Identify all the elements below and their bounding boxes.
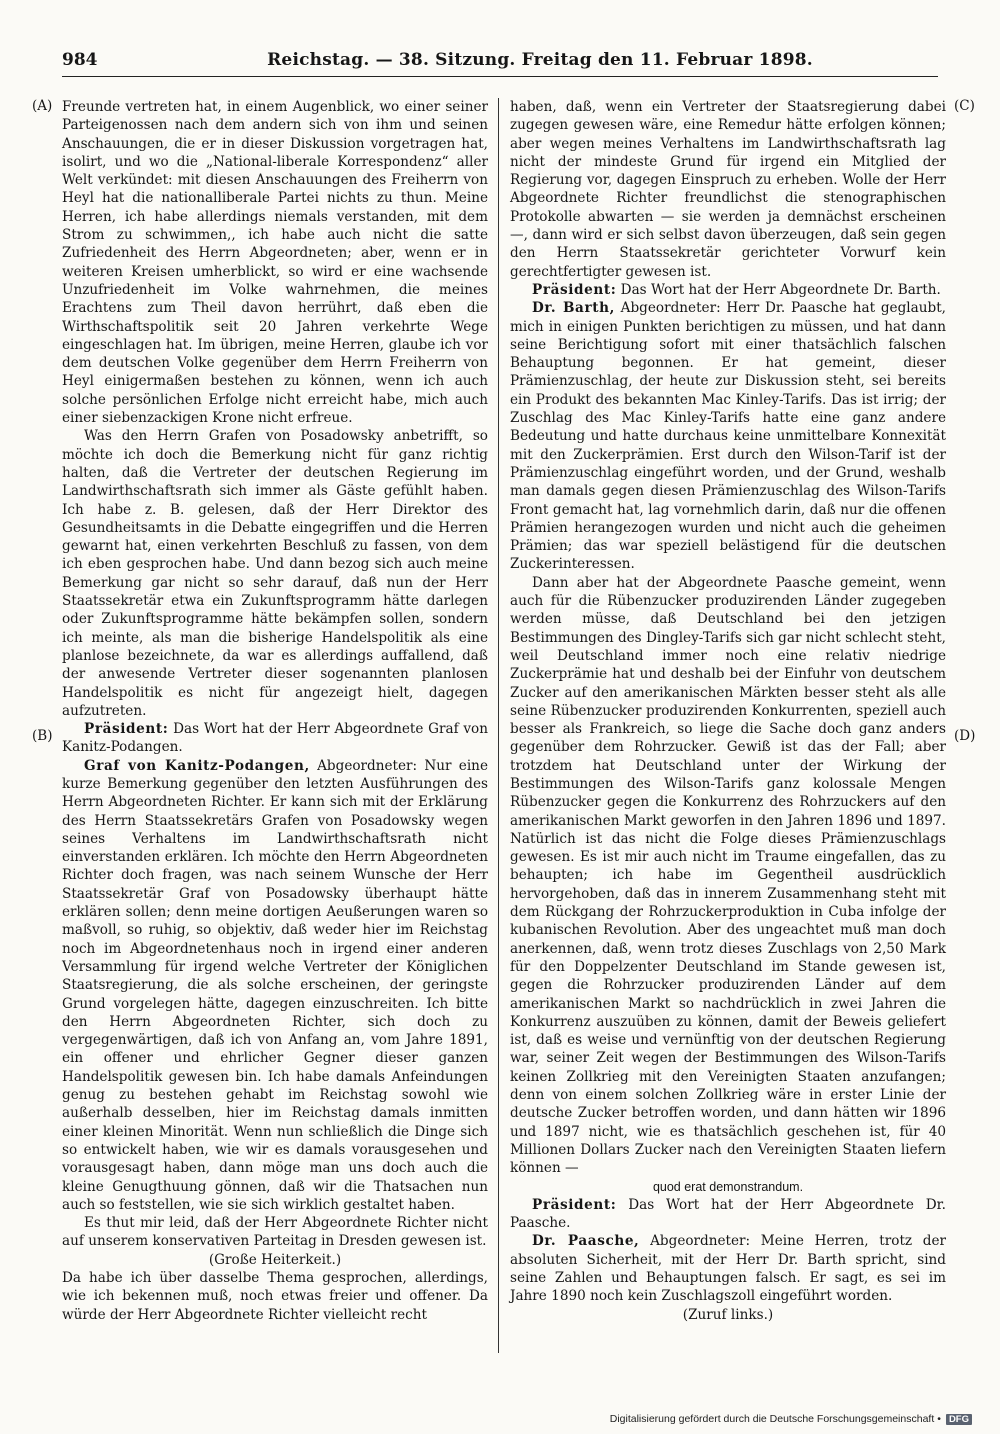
footer-text: Digitalisierung gefördert durch die Deutsche Forschungsgemeinschaft <box>609 1413 935 1425</box>
margin-mark-a: (A) <box>32 98 53 114</box>
speaker-name: Dr. Paasche, <box>532 1233 640 1250</box>
margin-mark-b: (B) <box>32 728 53 744</box>
paragraph <box>62 98 488 427</box>
paragraph <box>62 1214 488 1251</box>
paragraph <box>62 1269 488 1324</box>
left-column <box>62 98 488 1324</box>
paragraph-text: Abgeordneter: Nur eine kurze Bemerkung gegenüber den letzten Ausführungen des Herrn Abgeordneten Richter. Er kann sich mit der Erklärung des Herrn Staatssekretärs Grafen von Posadowsky wegen seines Verhaltens im Landwirthschaftsrath nicht einverstanden erklären. Ich möchte den Herrn Abgeordneten Richter doch fragen, was nach seinem Wunsche der Herr Staatssekretär Graf von Posadowsky überhaupt hätte erklären sollen; denn meine dortigen Aeußerungen waren so maßvoll, so ruhig, so objektiv, daß weder hier im Reichstag noch im Abgeordnetenhaus noch in irgend einer anderen Versammlung für irgend welche Vertreter der Königlichen Staatsregierung, die als solche erscheinen, der geringste Grund vorgelegen hätte, dagegen einzuschreiten. Ich bitte den Herrn Abgeordneten Richter, sich doch zu vergegenwärtigen, daß ich von Anfang an, vom Jahre 1891, ein offener und ehrlicher Gegner dieser ganzen Handelspolitik gewesen bin. Ich habe damals Anfeindungen genug zu bestehen gehabt im Reichstag sowohl wie außerhalb desselben, hier im Reichstag damals inmitten einer kleinen Minorität. Wenn nun schließlich die Dinge sich so entwickelt haben, wie wir es damals vorausgesehen und vorausgesagt haben, dann möge man uns doch auch die kleine Genugthuung gönnen, daß wir die Thatsachen nun auch so feststellen, wie sie sich wirklich gestaltet haben. <box>62 757 488 1213</box>
paragraph-text: Das Wort hat der Herr Abgeordnete Graf von Kanitz-Podangen. <box>62 721 488 756</box>
paragraph <box>62 1251 488 1269</box>
paragraph-text: Dann aber hat der Abgeordnete Paasche gemeint, wenn auch für die Rübenzucker produzirenden Länder zugegeben werden müsse, daß Deutschland bei den jetzigen Bestimmungen des Dingley-Tarifs sich gar nicht schlecht steht, weil Deutschland immer noch eine relativ niedrige Zuckerprämie hat und deshalb bei der Einfuhr von deutschem Zucker auf den amerikanischen Märkten besser steht als alle seine Rübenzucker produzirenden Konkurrenten, speziell auch besser als Frankreich, so liege die Sache doch ganz anders gegenüber dem Rohrzucker. Gewiß ist das der Fall; aber trotzdem hat Deutschland unter der Wirkung der Bestimmungen des Wilson-Tarifs ganz kolossale Mengen Rübenzucker gegen die Konkurrenz des Rohrzuckers auf den amerikanischen Markt geworfen in den Jahren 1896 und 1897. Natürlich ist das nicht die Folge dieses Prämienzuschlags gewesen. Es ist mir auch nicht im Traume eingefallen, das zu behaupten; ich habe im Gegentheil ausdrücklich hervorgehoben, daß das in innerem Zusammenhang steht mit dem Rückgang der Rohrzuckerproduktion in Cuba infolge der kubanischen Revolution. Aber des ungeachtet muß man doch anerkennen, daß, wenn trotz dieses Zuschlags von 2,50 Mark für den Doppelzenter Deutschland im Stande gewesen ist, gegen die Rohrzucker produzirenden Länder auf dem amerikanischen Markt so nachdrücklich in zwei Jahren die Konkurrenz auszuüben zu können, damit der Beweis geliefert ist, daß es weise und vernünftig von der deutschen Regierung war, seiner Zeit wegen der Bestimmungen des Wilson-Tarifs keinen Zollkrieg mit den Vereinigten Staaten anzufangen; denn von einem solchen Zollkrieg wäre in erster Linie der deutsche Zucker betroffen worden, und dann hätten wir 1896 und 1897 nicht, wie es thatsächlich geschehen ist, für 40 Millionen Dollars Zucker nach den Vereinigten Staaten liefern können — <box>510 574 946 1177</box>
page-header <box>62 50 938 77</box>
margin-mark-c: (C) <box>954 98 975 114</box>
paragraph <box>510 574 946 1178</box>
paragraph-text: Da habe ich über dasselbe Thema gesprochen, allerdings, wie ich bekennen muß, noch etwas freier und offener. Da würde der Herr Abgeordnete Richter vielleicht recht <box>62 1270 488 1323</box>
footer-separator: • <box>937 1413 941 1425</box>
speaker-name: Graf von Kanitz-Podangen, <box>84 757 310 774</box>
paragraph <box>62 427 488 720</box>
paragraph-text: haben, daß, wenn ein Vertreter der Staatsregierung dabei zugegen gewesen wäre, eine Remedur hätte erfolgen können; aber wegen meines Verhaltens im Landwirthschaftsrath lag nicht der mindeste Grund für irgend ein Mitglied der Regierung vor, dagegen Einspruch zu erheben. Wolle der Herr Abgeordnete Richter freundlichst die stenographischen Protokolle abwarten — sie werden ja demnächst erscheinen —, dann wird er sich selbst davon überzeugen, daß sein gegen den Herrn Staatssekretär gerichteter Vorwurf kein gerechtfertigter gewesen ist. <box>510 99 946 280</box>
running-title: Reichstag. — 38. Sitzung. Freitag den 11. Februar 1898. <box>267 50 813 70</box>
column-divider <box>498 98 499 1353</box>
paragraph <box>62 757 488 1214</box>
page-number: 984 <box>62 50 98 70</box>
margin-mark-d: (D) <box>954 728 976 744</box>
paragraph <box>510 299 946 573</box>
speaker-name: Präsident: <box>532 1196 617 1213</box>
speaker-name: Präsident: <box>84 721 169 738</box>
paragraph-text: quod erat demonstrandum. <box>652 1179 804 1194</box>
paragraph <box>510 1178 946 1196</box>
footer-credit <box>610 1413 972 1425</box>
paragraph <box>510 1196 946 1233</box>
paragraph <box>510 98 946 281</box>
paragraph-text: (Zuruf links.) <box>682 1306 774 1323</box>
speaker-name: Präsident: <box>532 281 617 298</box>
paragraph-text: Es thut mir leid, daß der Herr Abgeordnete Richter nicht auf unserem konservativen Parteitag in Dresden gewesen ist. <box>62 1215 488 1250</box>
paragraph <box>62 720 488 757</box>
dfg-logo: DFG <box>946 1414 972 1425</box>
paragraph-text: Freunde vertreten hat, in einem Augenblick, wo einer seiner Parteigenossen nach dem andern sich von ihm und seinen Anschauungen, die er in dieser Diskussion vorgetragen hat, isolirt, und wo die „National-liberale Korrespondenz“ aller Welt verkündet: mit diesen Anschauungen des Freiherrn von Heyl hat die nationalliberale Partei nichts zu thun. Meine Herren, ich habe allerdings niemals verstanden, mit dem Strom zu schwimmen,, ich habe auch nicht die satte Zufriedenheit des Herrn Abgeordneten; aber, wenn er in weiteren Kreisen umherblickt, so wird er eine wachsende Unzufriedenheit im Volke wahrnehmen, die meines Erachtens zum Theil davon herrührt, daß eben die Wirthschaftspolitik seit 20 Jahren verkehrte Wege eingeschlagen hat. Im übrigen, meine Herren, glaube ich vor dem deutschen Volke gegenüber dem Herrn Freiherrn von Heyl einigermaßen bestehen zu können, wenn ich auch solche persönlichen Erfolge nicht erreicht habe, mich auch einer siebenzackigen Krone nicht erfreue. <box>62 99 488 427</box>
paragraph-text: Abgeordneter: Meine Herren, trotz der absoluten Sicherheit, mit der Herr Dr. Barth spricht, sind seine Zahlen und Behauptungen falsch. Er sagt, es sei im Jahre 1890 noch kein Zuschlagszoll eingeführt worden. <box>510 1233 946 1305</box>
paragraph-text: Abgeordneter: Herr Dr. Paasche hat geglaubt, mich in einigen Punkten berichtigen zu müssen, und hat dann seine Berichtigung sofort mit einer thatsächlich falschen Behauptung begonnen. Er hat gemeint, dieser Prämienzuschlag, der heute zur Diskussion steht, sei bereits ein Produkt des bekannten Mac Kinley-Tarifs. Das ist irrig; der Zuschlag des Mac Kinley-Tarifs hatte eine ganz andere Bedeutung und hatte durchaus keine unmittelbare Konnexität mit den Zuckerprämien. Erst durch den Wilson-Tarif ist der Prämienzuschlag eingeführt worden, und der Grund, weshalb man damals gegen diesen Prämienzuschlag des Wilson-Tarifs Front gemacht hat, lag vornehmlich darin, daß nur die offenen Prämien herangezogen wurden und nicht auch die geheimen Prämien; das war speziell belästigend für die deutschen Zuckerinteressen. <box>510 300 946 573</box>
paragraph <box>510 1306 946 1324</box>
paragraph <box>510 281 946 299</box>
paragraph-text: Das Wort hat der Herr Abgeordnete Dr. Paasche. <box>510 1196 946 1232</box>
paragraph-text: Das Wort hat der Herr Abgeordnete Dr. Barth. <box>620 281 941 298</box>
paragraph-text: (Große Heiterkeit.) <box>208 1251 342 1268</box>
paragraph <box>510 1232 946 1305</box>
speaker-name: Dr. Barth, <box>532 300 615 317</box>
paragraph-text: Was den Herrn Grafen von Posadowsky anbetrifft, so möchte ich doch die Bemerkung nicht für ganz richtig halten, daß die Vertreter der deutschen Regierung im Landwirthschaftsrath sich immer als Gäste gefühlt haben. Ich habe z. B. gelesen, daß der Herr Direktor des Gesundheitsamts in die Debatte eingegriffen und die Herren gewarnt hat, einen verkehrten Beschluß zu fassen, von dem ich eben gesprochen habe. Und dann bezog sich auch meine Bemerkung gar nicht so sehr darauf, daß nun der Herr Staatssekretär etwa ein Zukunftsprogramm hätte darlegen oder Zukunftsprogramme hätte bekämpfen sollen, sondern ich meinte, als man die bisherige Handelspolitik als eine planlose bezeichnete, da war es allerdings auffallend, daß der anwesende Vertreter dieser sogenannten planlosen Handelspolitik es nicht für angezeigt hielt, dagegen aufzutreten. <box>62 428 488 719</box>
right-column <box>510 98 946 1324</box>
